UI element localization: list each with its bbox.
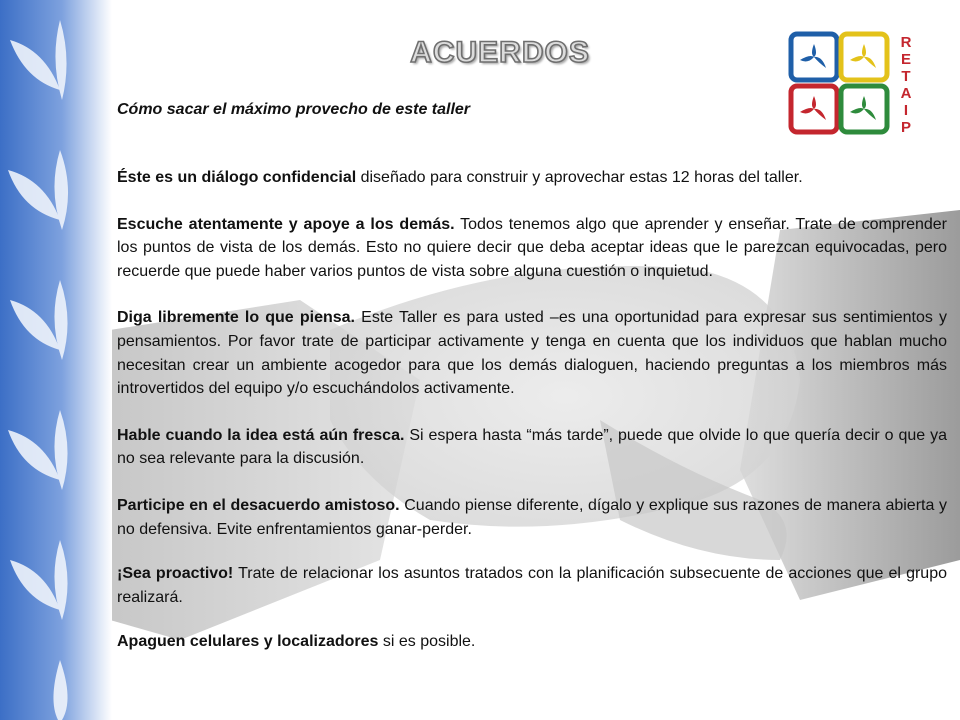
logo-quadrant-red [791, 86, 837, 132]
agreement-paragraph [117, 213, 947, 284]
agreement-paragraph [117, 424, 947, 471]
decorative-side-strip [0, 0, 112, 720]
agreement-lead: Hable cuando la idea está aún fresca. [117, 426, 405, 444]
agreements-list [117, 166, 947, 677]
agreement-text: diseñado para construir y aprovechar estas 12 horas del taller. [356, 169, 803, 186]
logo-quadrant-yellow [841, 34, 887, 80]
agreement-paragraph [117, 562, 947, 609]
agreement-lead: Diga libremente lo que piensa. [117, 309, 355, 327]
agreement-lead: Apaguen celulares y localizadores [117, 633, 379, 651]
agreement-text: si es posible. [378, 633, 476, 651]
agreement-text: Todos tenemos algo que aprender y enseñar. Trate de comprender los puntos de vista de los demás. Esto no quiere decir que deba aceptar ideas que le parezcan equivocadas, pero recuerde que puede haber varios puntos de vista sobre alguna cuestión o inquietud. [117, 215, 948, 280]
logo-quadrant-green [841, 86, 887, 132]
subtitle: Cómo sacar el máximo provecho de este taller [117, 101, 471, 118]
agreement-paragraph [117, 306, 947, 400]
logo-letter: R [900, 34, 912, 51]
retaip-logo [788, 30, 918, 138]
logo-letter: I [903, 102, 909, 119]
logo-quadrant-blue [791, 34, 837, 80]
agreement-paragraph [117, 630, 947, 654]
agreement-lead: Escuche atentamente y apoye a los demás. [117, 215, 455, 233]
agreement-text: Si espera hasta “más tarde”, puede que olvide lo que quería decir o que ya no sea relevante para la discusión. [117, 426, 947, 468]
logo-letter: P [900, 119, 912, 136]
agreement-paragraph [117, 166, 947, 190]
logo-letter: T [901, 68, 911, 85]
agreement-paragraph [117, 494, 947, 541]
logo-letter: E [900, 51, 912, 68]
agreement-text: Cuando piense diferente, dígalo y explique sus razones de manera abierta y no defensiva. Evite enfrentamientos ganar-perder. [117, 496, 947, 538]
agreement-text: Este Taller es para usted –es una oportunidad para expresar sus sentimientos y pensamientos. Por favor trate de participar activamente y tenga en cuenta que los individuos que hablan mucho necesitan crear un ambiente acogedor para que los demás dialoguen, haciendo preguntas a los miembros más introvertidos del equipo y/o escuchándolos activamente. [117, 309, 948, 398]
page-title: ACUERDOS [410, 36, 590, 69]
logo-letter: A [900, 85, 912, 102]
agreement-lead: ¡Sea proactivo! [117, 565, 234, 583]
agreement-lead: Participe en el desacuerdo amistoso. [117, 496, 400, 514]
agreement-lead: Éste es un diálogo confidencial [117, 169, 357, 186]
agreement-text: Trate de relacionar los asuntos tratados con la planificación subsecuente de acciones que el grupo realizará. [117, 565, 947, 606]
